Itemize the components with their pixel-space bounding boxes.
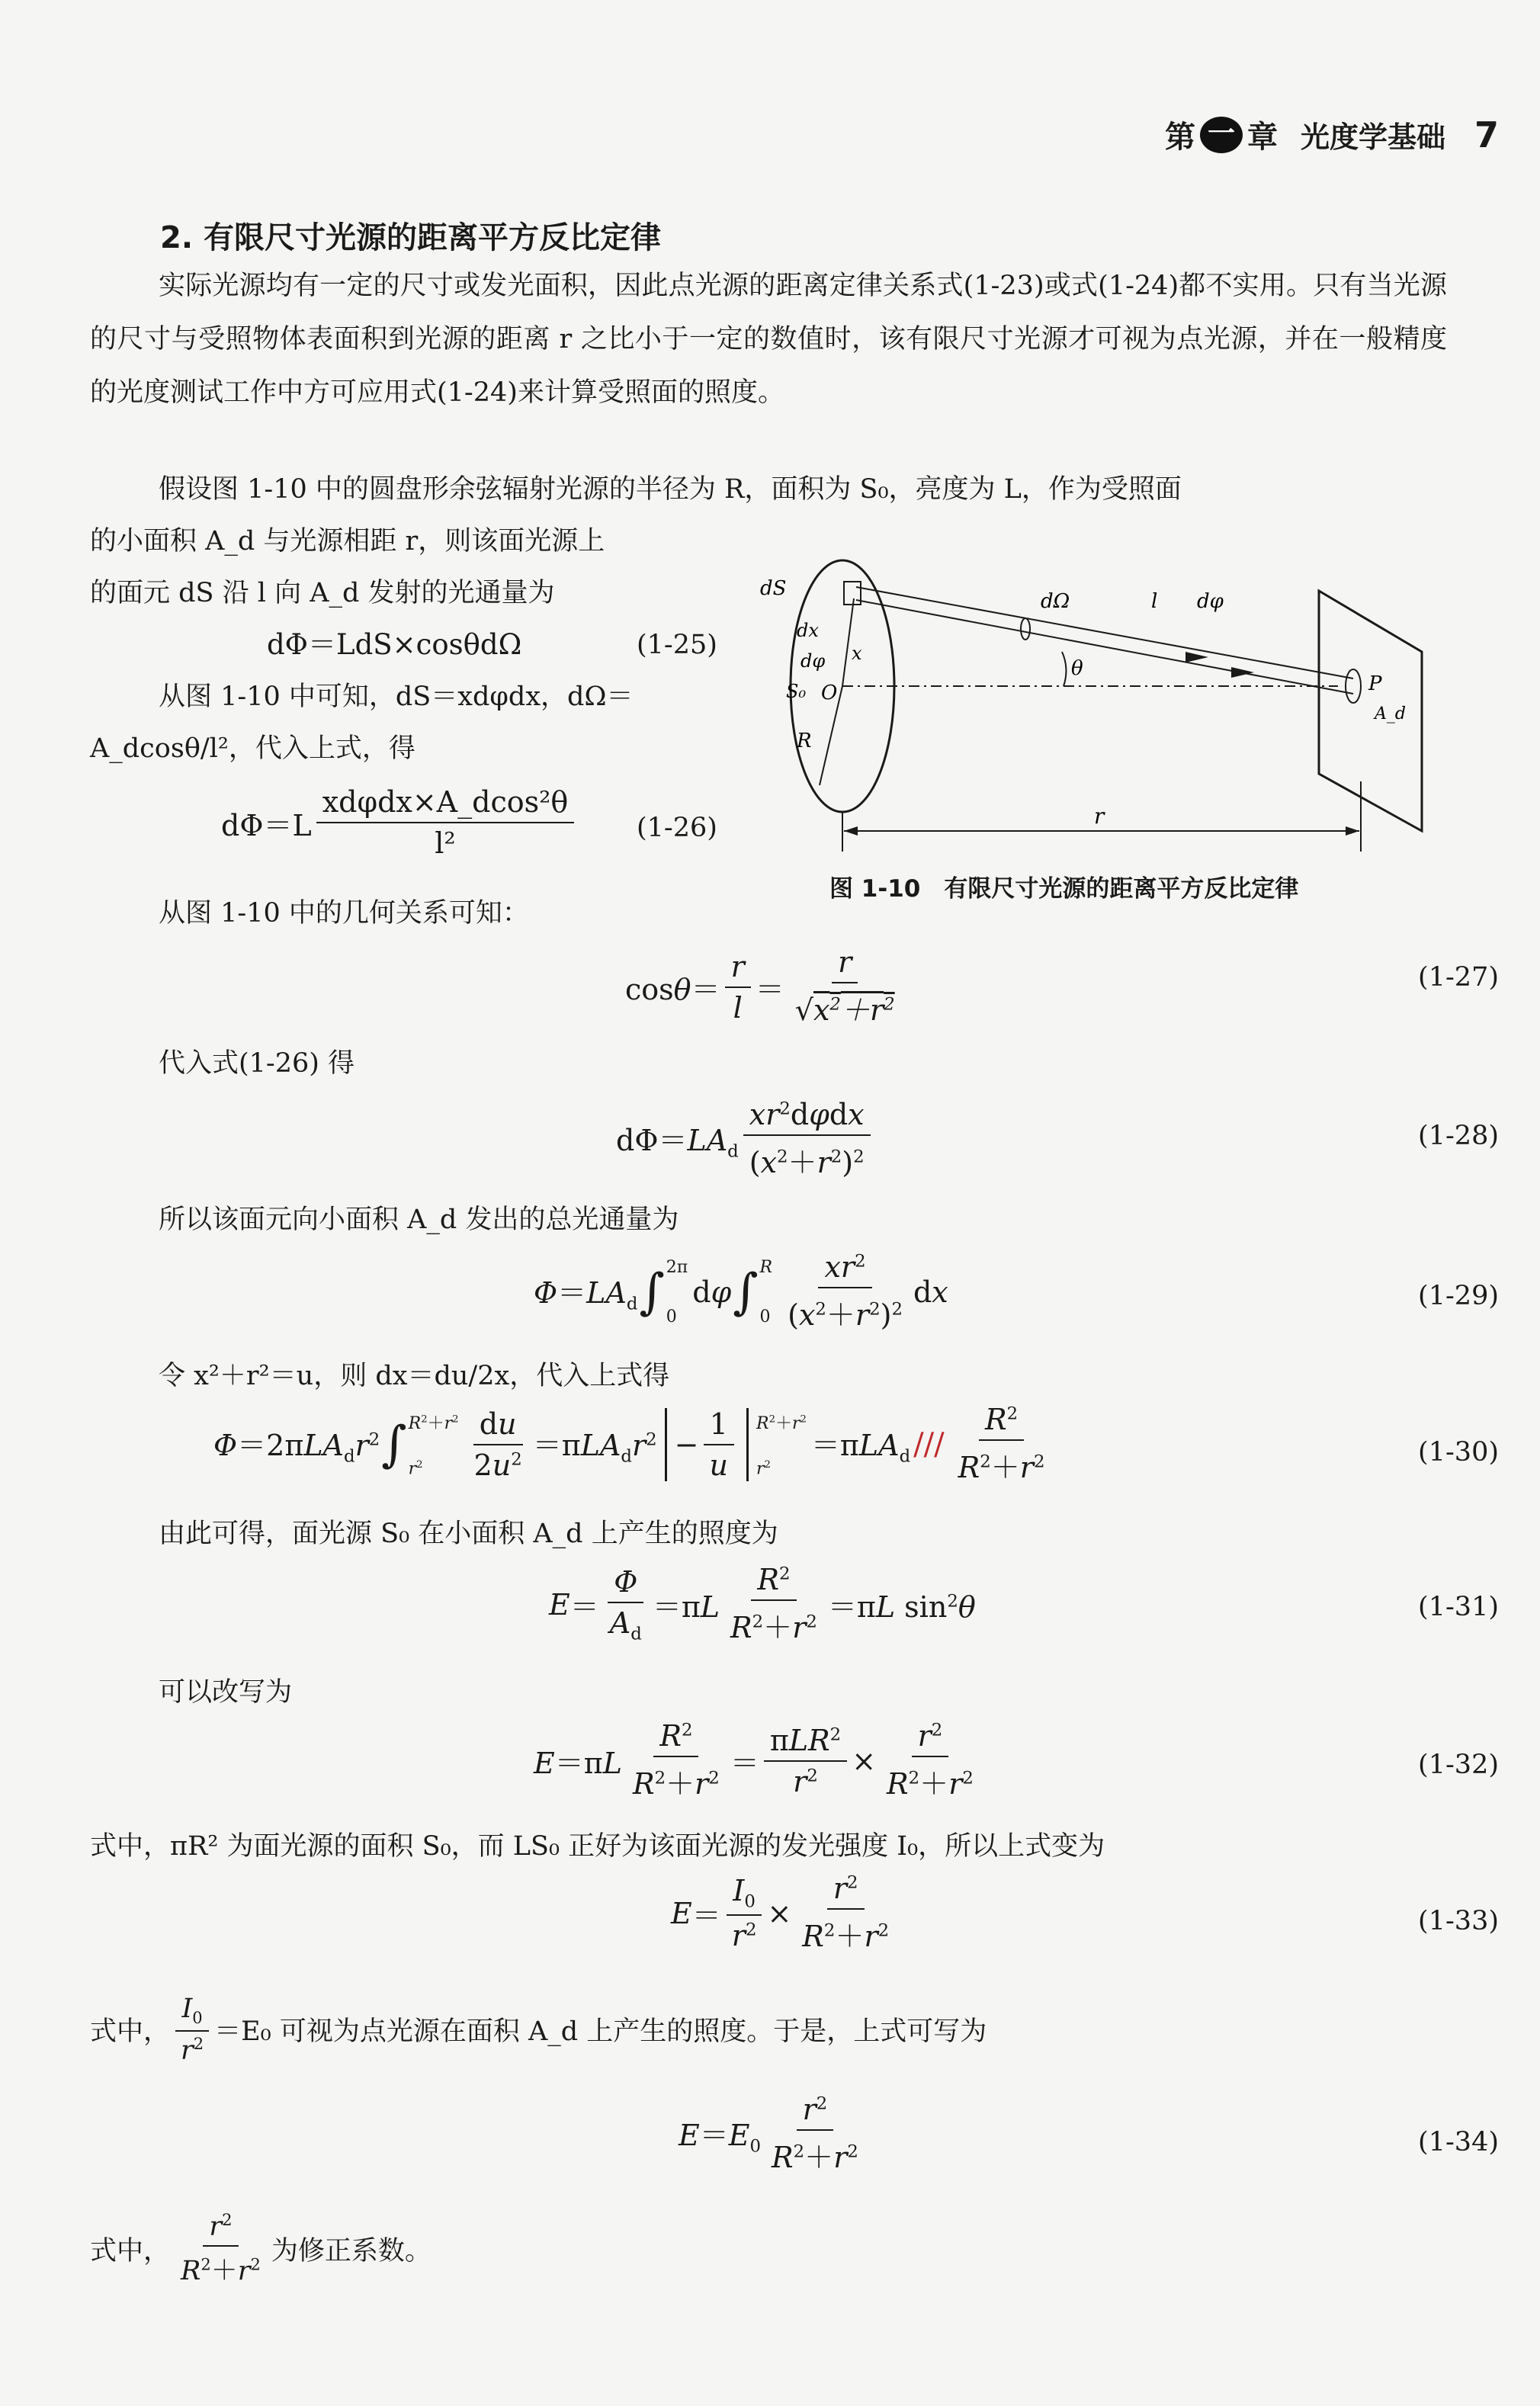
equation-1-29: $\Phi=LA_d$ ∫ 2π 0 dφ ∫ R 0 $\frac{xr^2}{(x^2+r^2)^2}$ dx: [534, 1250, 948, 1332]
label-dS: dS: [760, 577, 787, 600]
eq27-frac-1: $\frac{r}{l}$: [725, 950, 751, 1025]
figure-caption: 图 1-10 有限尺寸光源的距离平方反比定律: [829, 875, 1299, 903]
eq26-lhs: dΦ＝L: [221, 808, 312, 842]
paragraph-8: 由此可得，面光源 S₀ 在小面积 A_d 上产生的照度为: [159, 1519, 778, 1549]
label-dx: dx: [797, 620, 819, 641]
eq34-frac: $\frac{r^2}{R^2+r^2}$: [772, 2093, 858, 2174]
eq31-frac-1: $\frac{\Phi}{A_d}$: [604, 1565, 648, 1644]
dim-arrow-left: [844, 826, 858, 836]
paragraph-11-prefix: 式中，: [90, 2016, 171, 2048]
equation-number-1-31: (1-31): [1418, 1592, 1499, 1622]
eq33-frac-1: $\frac{I_0}{r^2}$: [726, 1874, 763, 1953]
paragraph-1: 实际光源均有一定的尺寸或发光面积，因此点光源的距离定律关系式(1-23)或式(1-24)都不实用。只有当光源的尺寸与受照物体表面积到光源的距离 r 之比小于一定的数值时，该有限尺寸光源才可视为点光源，并在一般精度的光度测试工作中方可应用式(1-24)来计算受照面的照度。: [90, 271, 1447, 408]
eq30-frac-2: $\frac{1}{u}$: [704, 1407, 734, 1482]
equation-1-25: dΦ＝LdS×cosθdΩ: [267, 628, 522, 661]
eq26-fraction: [316, 785, 575, 860]
equation-number-1-29: (1-29): [1418, 1281, 1499, 1311]
equation-1-28: $d\Phi=LA_d$ $\frac{xr^2d\varphi dx}{(x^2+r^2)^2}$: [616, 1098, 875, 1181]
equation-1-27: cosθ＝ $\frac{r}{l}$ ＝ $\frac{r}{√x^2+r^2}$: [625, 945, 906, 1028]
equation-number-1-28: (1-28): [1418, 1121, 1499, 1151]
paragraph-3-line-1: 从图 1-10 中可知，dS＝xdφdx，dΩ＝: [159, 682, 634, 712]
beam-arrow-2: [1231, 667, 1254, 678]
paragraph-2-line-2: 的小面积 A_d 与光源相距 r，则该面光源上: [90, 526, 605, 557]
beam-arrow-1: [1185, 652, 1208, 662]
label-l: l: [1151, 590, 1158, 613]
eq27-frac-2: $\frac{r}{√x^2+r^2}$: [794, 945, 895, 1027]
equation-number-1-25: (1-25): [637, 630, 717, 660]
equation-1-31: E ＝ $\frac{\Phi}{A_d}$ ＝πL $\frac{R^2}{R^2+r^2}$ ＝πL $\sin^2\theta$: [549, 1563, 976, 1644]
paragraph-11-suffix: ＝E₀ 可视为点光源在面积 A_d 上产生的照度。于是，上式可写为: [214, 2016, 987, 2048]
equation-1-34: $E=E_0$ $\frac{r^2}{R^2+r^2}$: [679, 2093, 869, 2176]
paragraph-5: 代入式(1-26) 得: [159, 1048, 355, 1079]
eq32-frac-3: $\frac{r^2}{R^2+r^2}$: [887, 1719, 974, 1801]
chapter-prefix: 第: [1164, 120, 1195, 155]
equation-number-1-32: (1-32): [1418, 1750, 1499, 1780]
paragraph-10: 式中，πR² 为面光源的面积 S₀，而 LS₀ 正好为该面光源的发光强度 I₀，所以上式变为: [90, 1831, 1105, 1862]
eq32-frac-2: $\frac{\pi LR^2}{r^2}$: [764, 1724, 847, 1798]
p11-inline-frac: $\frac{I_0}{r^2}$: [175, 1994, 210, 2066]
receiver-plane: [1319, 591, 1422, 831]
figure-1-10-diagram: [759, 553, 1460, 858]
equation-1-32: E＝πL $\frac{R^2}{R^2+r^2}$ ＝ $\frac{\pi LR^2}{r^2}$ × $\frac{r^2}{R^2+r^2}$: [534, 1719, 984, 1802]
equation-1-33: E ＝ $\frac{I_0}{r^2}$ × $\frac{r^2}{R^2+r^2}$: [671, 1872, 900, 1955]
label-x: x: [852, 643, 862, 664]
beam-line-2: [856, 600, 1353, 694]
paragraph-4: 从图 1-10 中的几何关系可知：: [159, 898, 529, 929]
eq26-denominator: l²: [435, 826, 456, 860]
receiver-area-ellipse: [1346, 669, 1361, 703]
label-dphi-2: dφ: [1197, 590, 1224, 613]
running-header: [1165, 113, 1499, 156]
paragraph-12: [90, 2211, 432, 2288]
label-r: r: [1094, 804, 1105, 829]
solid-angle-ellipse: [1021, 618, 1030, 640]
eq29-frac: $\frac{xr^2}{(x^2+r^2)^2}$: [788, 1250, 903, 1332]
dim-arrow-right: [1346, 826, 1359, 836]
eq28-frac: $\frac{xr^2d\varphi dx}{(x^2+r^2)^2}$: [743, 1098, 871, 1181]
p12-inline-frac: $\frac{r^2}{R^2+r^2}$: [181, 2211, 261, 2286]
theta-arc: [1062, 652, 1066, 686]
equation-number-1-26: (1-26): [637, 813, 717, 843]
eq33-frac-2: $\frac{r^2}{R^2+r^2}$: [802, 1872, 890, 1953]
eq31-frac-2: $\frac{R^2}{R^2+r^2}$: [730, 1563, 817, 1644]
eq30-frac-1: $\frac{du}{2u^2}$: [473, 1407, 522, 1482]
label-dOmega: dΩ: [1041, 590, 1070, 613]
chapter-suffix: 章: [1246, 120, 1278, 155]
eq26-numerator: xdφdx×A_dcos²θ: [316, 785, 575, 823]
page-number: 7: [1474, 114, 1499, 156]
paragraph-12-suffix: 为修正系数。: [271, 2236, 432, 2267]
beam-line-1: [856, 587, 1353, 678]
equation-number-1-33: (1-33): [1418, 1906, 1499, 1936]
paragraph-2-line-1: 假设图 1-10 中的圆盘形余弦辐射光源的半径为 R，面积为 S₀，亮度为 L，作为受照面: [159, 474, 1182, 505]
paragraph-11: [90, 1994, 987, 2066]
paragraph-7: 令 x²＋r²＝u，则 dx＝du/2x，代入上式得: [159, 1361, 670, 1391]
label-S0: S₀: [786, 681, 807, 702]
label-R: R: [797, 730, 812, 752]
section-title: 2. 有限尺寸光源的距离平方反比定律: [160, 220, 661, 255]
eq30-frac-3: $\frac{R^2}{R^2+r^2}$: [958, 1403, 1045, 1484]
equation-1-26: [221, 785, 579, 860]
paragraph-12-prefix: 式中，: [90, 2236, 171, 2267]
equation-number-1-34: (1-34): [1418, 2127, 1499, 2157]
equation-1-30: $\Phi=2\pi LA_dr^2$ ∫ $R^2+r^2$ $r^2$ $\frac{du}{2u^2}$ $=\pi LA_dr^2$ − $\frac{1}{u}$ $R^2+r^2$ $r^2$ ＝πLA$_d$ /// $\frac{R^2}{R^2+r^2}$: [213, 1403, 1055, 1486]
label-theta: θ: [1071, 657, 1083, 680]
label-P: P: [1368, 672, 1382, 695]
paragraph-9: 可以改写为: [159, 1677, 293, 1708]
equation-number-1-30: (1-30): [1418, 1437, 1499, 1468]
eq32-frac-1: $\frac{R^2}{R^2+r^2}$: [632, 1719, 720, 1801]
paragraph-2-line-3: 的面元 dS 沿 l 向 A_d 发射的光通量为: [90, 578, 555, 608]
label-Ad: A_d: [1375, 704, 1406, 723]
label-dphi: dφ: [800, 650, 826, 672]
paragraph-3-line-2: A_dcosθ/l²，代入上式，得: [90, 733, 415, 764]
equation-number-1-27: (1-27): [1418, 962, 1499, 993]
chapter-title: 光度学基础: [1300, 120, 1445, 154]
eq27-lhs: cosθ＝: [625, 973, 720, 1006]
label-O: O: [821, 682, 838, 704]
paragraph-6: 所以该面元向小面积 A_d 发出的总光通量为: [159, 1205, 679, 1235]
red-annotation-mark: ///: [913, 1426, 945, 1462]
chapter-number-badge: 一: [1200, 117, 1243, 153]
